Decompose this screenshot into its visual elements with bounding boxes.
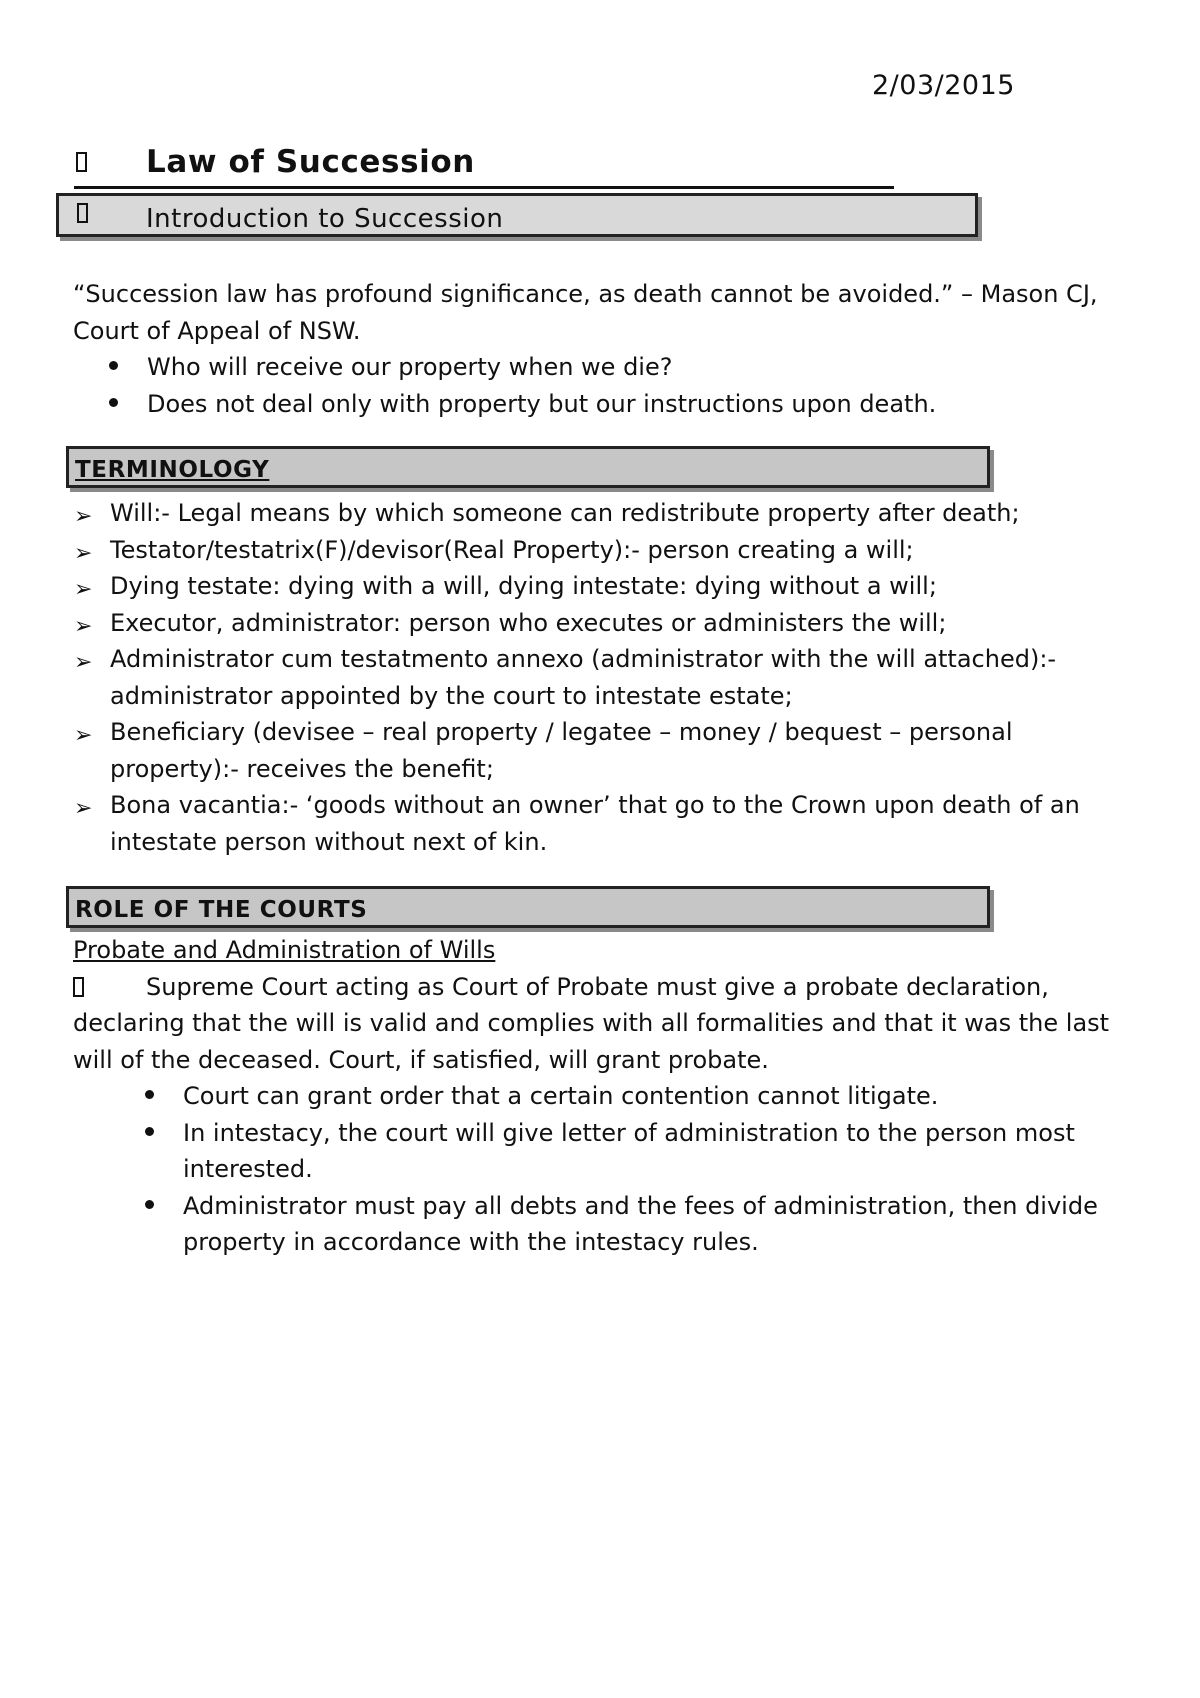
missing-glyph-icon (73, 977, 84, 997)
courts-paragraph-line (73, 969, 1133, 1006)
bullet-dot-icon (145, 1200, 154, 1209)
missing-glyph-icon (77, 203, 88, 223)
arrow-bullet-icon: ➢ (74, 540, 93, 566)
arrow-bullet-icon: ➢ (74, 504, 93, 529)
arrow-bullet-icon: ➢ (74, 796, 93, 821)
list-item-text: property in accordance with the intestacy rules. (183, 1228, 759, 1256)
list-item-text: Bona vacantia:- ‘goods without an owner’ that go to the Crown upon death of an (110, 791, 1080, 819)
intro-quote (73, 276, 1133, 349)
bullet-dot-icon (145, 1090, 154, 1099)
courts-subheading: Probate and Administration of Wills (73, 936, 496, 964)
list-item-text: Executor, administrator: person who executes or administers the will; (110, 608, 947, 637)
list-item (74, 495, 1080, 532)
list-item (183, 1115, 1098, 1188)
page-title: Law of Succession (146, 144, 475, 180)
arrow-bullet-icon: ➢ (74, 650, 93, 675)
bullet-dot-icon (109, 361, 118, 370)
list-item (74, 605, 1080, 642)
list-item (74, 641, 1080, 714)
list-item (74, 787, 1080, 860)
list-item-text: interested. (183, 1155, 313, 1183)
list-item-text: Court can grant order that a certain contention cannot litigate. (183, 1082, 939, 1110)
document-date: 2/03/2015 (872, 70, 1015, 101)
list-item-text: Beneficiary (devisee – real property / legatee – money / bequest – personal (110, 718, 1013, 746)
arrow-bullet-icon: ➢ (74, 723, 93, 748)
list-item-text: Testator/testatrix(F)/devisor(Real Property):- person creating a will; (110, 535, 914, 564)
list-item (147, 349, 936, 386)
terminology-heading-box (66, 446, 990, 488)
list-item-text: administrator appointed by the court to intestate estate; (110, 681, 793, 710)
list-item-text: intestate person without next of kin. (110, 827, 548, 856)
list-item-text: In intestacy, the court will give letter of administration to the person most (183, 1118, 1075, 1147)
terminology-list (74, 495, 1080, 860)
list-item (74, 714, 1080, 787)
courts-heading-box (66, 886, 990, 928)
bullet-dot-icon (145, 1127, 154, 1136)
courts-bullet-list (183, 1078, 1098, 1261)
list-item (74, 568, 1080, 605)
intro-bullet-list (147, 349, 936, 422)
list-item (147, 386, 936, 423)
list-item-text: Who will receive our property when we die? (147, 353, 673, 381)
list-item-text: Will:- Legal means by which someone can redistribute property after death; (110, 499, 1020, 527)
intro-quote-line: Court of Appeal of NSW. (73, 316, 361, 345)
list-item-text: Administrator must pay all debts and the fees of administration, then divide (183, 1191, 1098, 1220)
courts-content (73, 932, 1133, 1078)
list-item-text: Administrator cum testatmento annexo (administrator with the will attached):- (110, 645, 1057, 673)
section-heading: TERMINOLOGY (75, 457, 270, 483)
list-item (183, 1188, 1098, 1261)
list-item (183, 1078, 1098, 1115)
paragraph-text: Supreme Court acting as Court of Probate must give a probate declaration, (146, 972, 1049, 1001)
missing-glyph-icon (76, 152, 87, 172)
page-subtitle: Introduction to Succession (146, 204, 504, 234)
paragraph-text: will of the deceased. Court, if satisfied, will grant probate. (73, 1045, 769, 1074)
paragraph-text: declaring that the will is valid and complies with all formalities and that it was the last (73, 1009, 1110, 1037)
list-item-text: Dying testate: dying with a will, dying intestate: dying without a will; (110, 572, 937, 600)
title-row (74, 144, 894, 189)
intro-quote-line: “Succession law has profound significance, as death cannot be avoided.” – Mason CJ, (73, 280, 1098, 308)
subtitle-box (56, 193, 978, 237)
arrow-bullet-icon: ➢ (74, 613, 93, 639)
list-item-text: property):- receives the benefit; (110, 754, 494, 783)
list-item-text: Does not deal only with property but our instructions upon death. (147, 389, 937, 418)
list-item (74, 532, 1080, 569)
section-heading: ROLE OF THE COURTS (75, 897, 368, 923)
bullet-dot-icon (109, 398, 118, 407)
arrow-bullet-icon: ➢ (74, 577, 93, 602)
